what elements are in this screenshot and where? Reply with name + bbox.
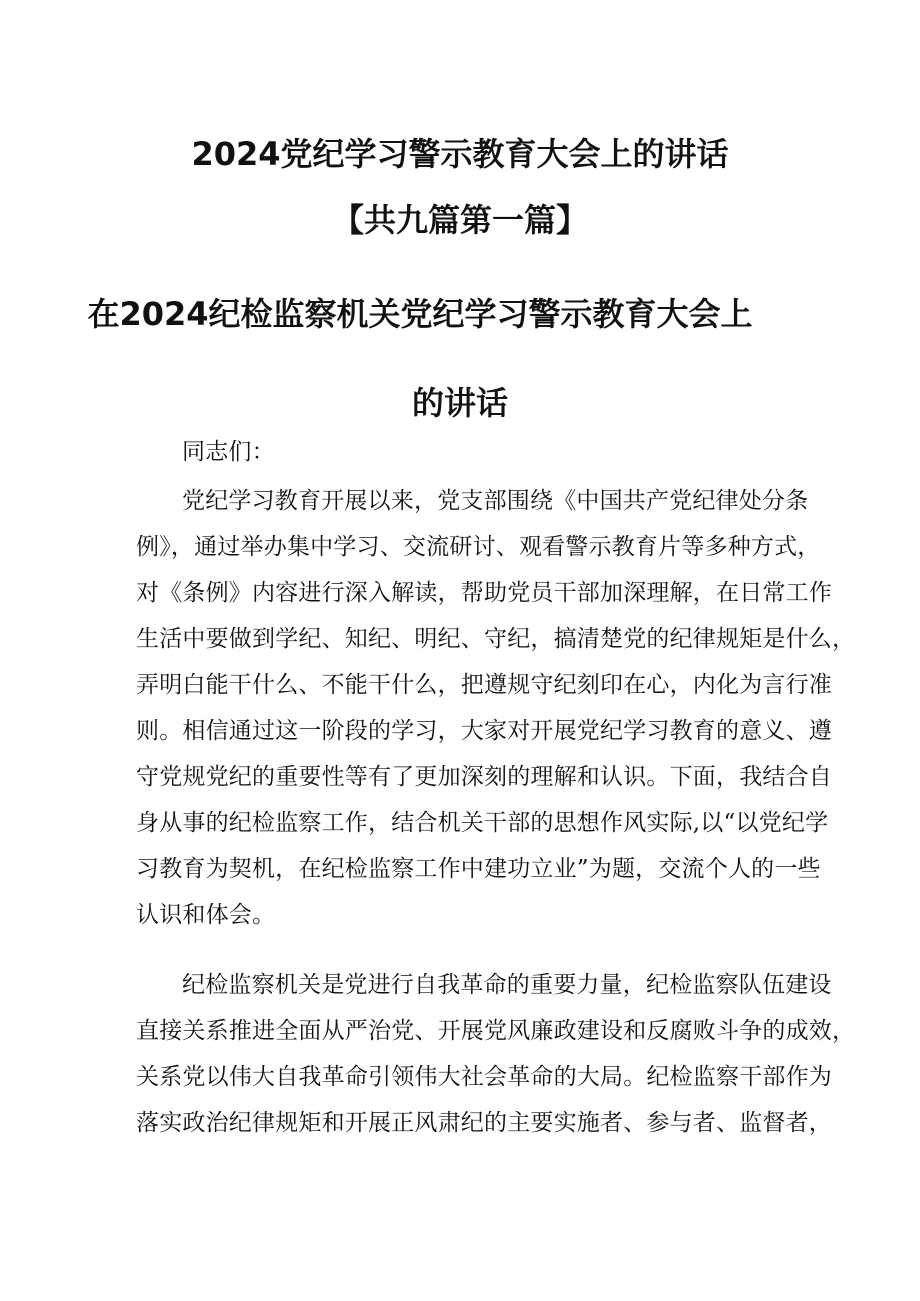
title-line-2: 【共九篇第一篇】 [331, 201, 588, 239]
paragraph-line: 生活中要做到学纪、知纪、明纪、守纪，搞清楚党的纪律规矩是什么， [136, 626, 856, 652]
salutation: 同志们： [182, 439, 275, 465]
paragraph-line: 则。相信通过这一阶段的学习，大家对开展党纪学习教育的意义、遵 [136, 718, 832, 744]
paragraph-line: 直接关系推进全面从严治党、开展党风廉政建设和反腐败斗争的成效， [136, 1018, 856, 1044]
title-line-4: 的讲话 [411, 384, 508, 422]
paragraph-line: 纪检监察机关是党进行自我革命的重要力量，纪检监察队伍建设 [182, 972, 832, 998]
paragraph-line: 对《条例》内容进行深入解读，帮助党员干部加深理解，在日常工作 [136, 580, 832, 606]
paragraph-line: 守党规党纪的重要性等有了更加深刻的理解和认识。下面，我结合自 [136, 764, 832, 790]
title-line-1: 2024党纪学习警示教育大会上的讲话 [191, 135, 729, 173]
paragraph-line: 例》，通过举办集中学习、交流研讨、观看警示教育片等多种方式， [136, 534, 821, 560]
paragraph-line: 习教育为契机，在纪检监察工作中建功立业”为题，交流个人的一些 [136, 856, 821, 882]
paragraph-line: 党纪学习教育开展以来，党支部围绕《中国共产党纪律处分条 [182, 488, 809, 514]
paragraph-line: 落实政治纪律规矩和开展正风肃纪的主要实施者、参与者、监督者， [136, 1110, 832, 1136]
paragraph-line: 身从事的纪检监察工作，结合机关干部的思想作风实际,以“以党纪学 [136, 810, 829, 836]
paragraph-line: 认识和体会。 [136, 902, 276, 928]
paragraph-line: 关系党以伟大自我革命引领伟大社会革命的大局。纪检监察干部作为 [136, 1064, 832, 1090]
title-line-3: 在2024纪检监察机关党纪学习警示教育大会上 [87, 295, 753, 333]
paragraph-line: 弄明白能干什么、不能干什么，把遵规守纪刻印在心，内化为言行准 [136, 672, 832, 698]
